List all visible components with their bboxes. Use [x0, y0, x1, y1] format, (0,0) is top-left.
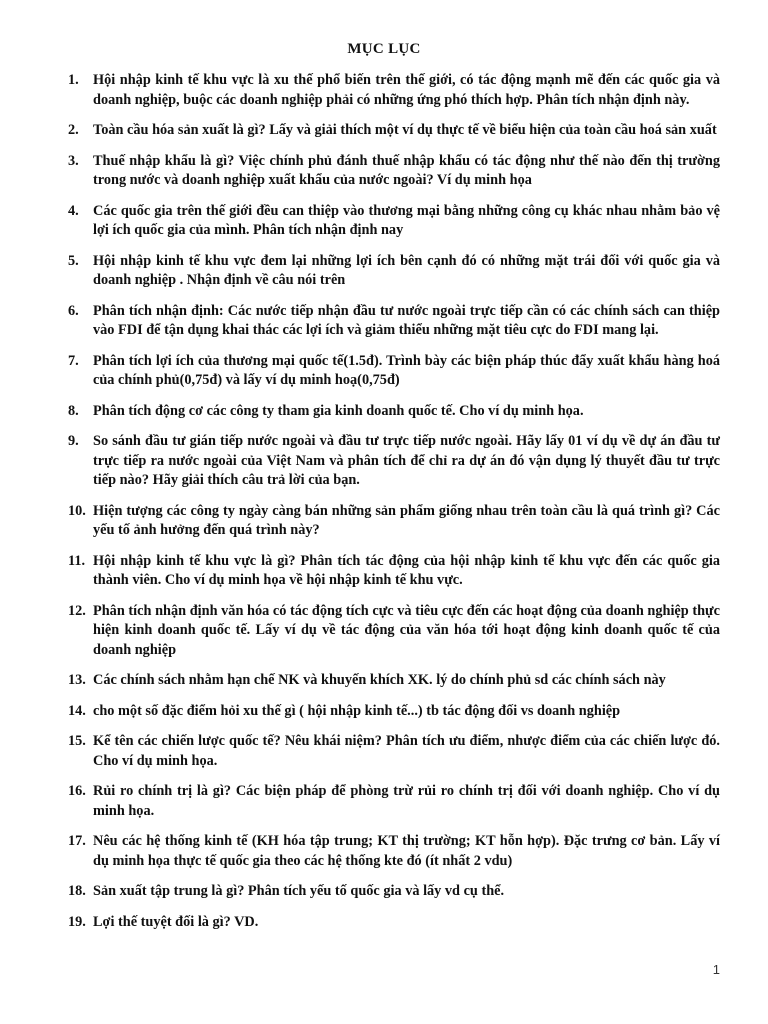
item-text: Nêu các hệ thống kinh tế (KH hóa tập trung; KT thị trường; KT hỗn hợp). Đặc trưng cơ bản. Lấy ví dụ minh họa thực tế quốc gia theo các hệ thống kte đó (ít nhất 2 vdu) — [93, 833, 720, 869]
item-number: 15. — [68, 733, 86, 749]
page-number: 1 — [712, 962, 720, 977]
item-number: 3. — [68, 152, 79, 169]
list-item — [68, 732, 720, 771]
item-number: 9. — [68, 433, 79, 449]
item-number: 12. — [68, 602, 86, 619]
list-item — [68, 252, 720, 291]
list-item — [68, 671, 720, 691]
item-number: 6. — [68, 302, 79, 319]
item-text: Thuế nhập khẩu là gì? Việc chính phủ đánh thuế nhập khẩu có tác động như thế nào đến thị trường trong nước và doanh nghiệp xuất khẩu của nước ngoài? Ví dụ minh họa — [93, 152, 720, 188]
item-text: Lợi thế tuyệt đối là gì? VD. — [93, 913, 259, 930]
item-number: 18. — [68, 883, 86, 899]
item-text: Phân tích nhận định văn hóa có tác động tích cực và tiêu cực đến các hoạt động của doanh nghiệp thực hiện kinh doanh quốc tế. Lấy ví dụ về tác động của văn hóa tới hoạt động kinh doanh quốc tế của doanh nghiệp — [93, 602, 720, 658]
item-number: 4. — [68, 202, 79, 219]
item-number: 17. — [68, 833, 86, 849]
item-text: Kể tên các chiến lược quốc tế? Nêu khái niệm? Phân tích ưu điểm, nhược điểm của các chiến lược đó. Cho ví dụ minh họa. — [93, 733, 720, 769]
item-text: Rủi ro chính trị là gì? Các biện pháp để phòng trừ rủi ro chính trị đối với doanh nghiệp. Cho ví dụ minh họa. — [93, 783, 720, 819]
item-number: 1. — [68, 72, 79, 88]
item-text: Phân tích nhận định: Các nước tiếp nhận đầu tư nước ngoài trực tiếp cần có các chính sách can thiệp vào FDI để tận dụng khai thác các lợi ích và giảm thiểu những mặt tiêu cực do FDI mang lại. — [93, 302, 720, 338]
item-number: 10. — [68, 502, 86, 519]
item-number: 16. — [68, 783, 86, 799]
item-number: 8. — [68, 402, 79, 419]
list-item — [68, 352, 720, 391]
item-text: Hội nhập kinh tế khu vực là xu thế phổ biến trên thế giới, có tác động mạnh mẽ đến các quốc gia và doanh nghiệp, buộc các doanh nghiệp phải có những ứng phó thích hợp. Phân tích nhận định này. — [93, 72, 720, 108]
list-item — [68, 602, 720, 661]
item-text: cho một số đặc điểm hỏi xu thế gì ( hội nhập kinh tế...) tb tác động đối vs doanh nghiệp — [93, 702, 621, 719]
list-item — [68, 152, 720, 191]
item-text: So sánh đầu tư gián tiếp nước ngoài và đầu tư trực tiếp nước ngoài. Hãy lấy 01 ví dụ về dự án đầu tư trực tiếp ra nước ngoài của Việt Nam và phân tích để chỉ ra dự án đó vận dụng lý thuyết đầu tư trực tiếp nào? Hãy giải thích câu trả lời của bạn. — [93, 433, 720, 488]
item-number: 2. — [68, 122, 79, 138]
page-title: MỤC LỤC — [347, 41, 421, 57]
list-item — [68, 432, 720, 491]
item-text: Các chính sách nhằm hạn chế NK và khuyến khích XK. lý do chính phủ sd các chính sách này — [93, 672, 666, 688]
item-number: 11. — [68, 552, 86, 569]
list-item — [68, 71, 720, 110]
list-item — [68, 402, 720, 422]
item-text: Sản xuất tập trung là gì? Phân tích yếu tố quốc gia và lấy vd cụ thể. — [93, 883, 505, 899]
table-of-contents — [68, 71, 720, 943]
item-number: 13. — [68, 672, 86, 688]
list-item — [68, 882, 720, 902]
list-item — [68, 913, 720, 933]
list-item — [68, 782, 720, 821]
list-item — [68, 121, 720, 141]
item-number: 19. — [68, 913, 86, 930]
item-text: Phân tích động cơ các công ty tham gia kinh doanh quốc tế. Cho ví dụ minh họa. — [93, 402, 584, 419]
list-item — [68, 302, 720, 341]
list-item — [68, 552, 720, 591]
list-item — [68, 202, 720, 241]
list-item — [68, 832, 720, 871]
item-text: Hiện tượng các công ty ngày càng bán những sản phẩm giống nhau trên toàn cầu là quá trình gì? Các yếu tố ảnh hưởng đến quá trình này? — [93, 502, 720, 538]
item-number: 14. — [68, 702, 86, 719]
list-item — [68, 502, 720, 541]
item-text: Các quốc gia trên thế giới đều can thiệp vào thương mại bằng những công cụ khác nhau nhằm bảo vệ lợi ích quốc gia của mình. Phân tích nhận định nay — [93, 202, 720, 238]
item-text: Toàn cầu hóa sản xuất là gì? Lấy và giải thích một ví dụ thực tế về biểu hiện của toàn cầu hoá sản xuất — [93, 122, 717, 138]
item-text: Hội nhập kinh tế khu vực là gì? Phân tích tác động của hội nhập kinh tế khu vực đến các quốc gia thành viên. Cho ví dụ minh họa về hội nhập kinh tế khu vực. — [93, 552, 720, 588]
list-item — [68, 702, 720, 722]
item-number: 5. — [68, 252, 79, 269]
item-number: 7. — [68, 352, 79, 369]
item-text: Phân tích lợi ích của thương mại quốc tế(1.5đ). Trình bày các biện pháp thúc đẩy xuất khẩu hàng hoá của chính phủ(0,75đ) và lấy ví dụ minh hoạ(0,75đ) — [93, 352, 720, 388]
item-text: Hội nhập kinh tế khu vực đem lại những lợi ích bên cạnh đó có những mặt trái đối với quốc gia và doanh nghiệp . Nhận định về câu nói trên — [93, 252, 720, 288]
